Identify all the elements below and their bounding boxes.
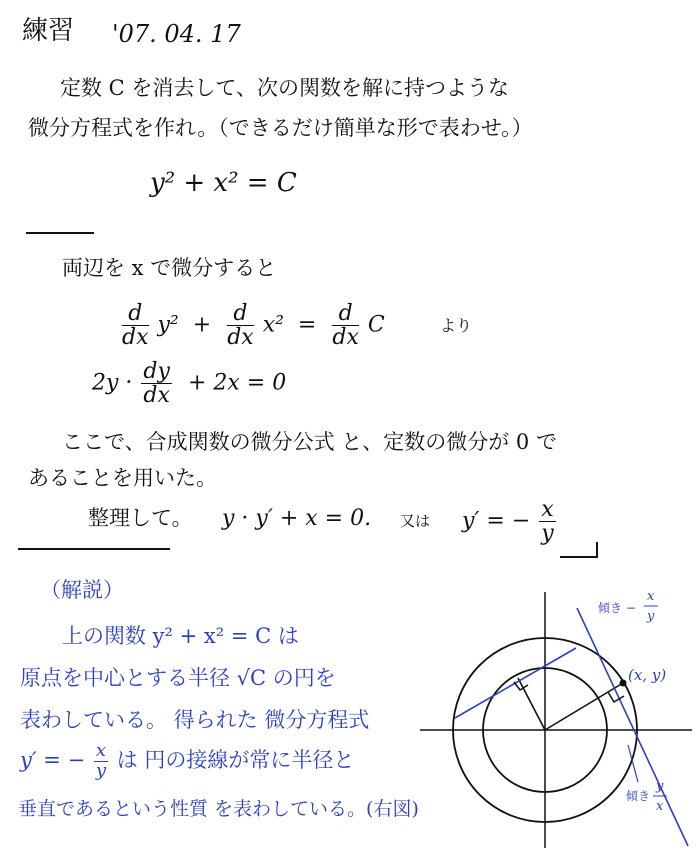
frac-d: d: [122, 302, 149, 326]
commentary-line-3: 表わしている。 得られた 微分方程式: [20, 708, 370, 732]
commentary-heading: （解説）: [40, 578, 124, 602]
slope-pointer: [628, 745, 638, 782]
slope-tangent-den: y: [647, 609, 655, 624]
frac-dx: dx: [122, 325, 149, 351]
equals-sign: =: [297, 312, 317, 338]
problem-line-2: 微分方程式を作れ。（できるだけ簡単な形で表わせ。）: [28, 116, 533, 140]
tangent-line-outer: [577, 608, 688, 846]
frac-dx-4: dx: [143, 383, 170, 409]
commentary-line-5: 垂直であるという性質 を表わしている。(右図): [18, 798, 419, 820]
result-frac-y: y: [541, 521, 554, 547]
result-or: 又は: [400, 512, 431, 530]
frac-d-2: d: [227, 302, 254, 326]
commentary-frac-x: x: [95, 740, 107, 761]
page-title: 練習: [22, 16, 75, 46]
frac-dx-2: dx: [227, 325, 254, 351]
frac-dx-3: dx: [332, 325, 359, 351]
eq2-left: 2y ·: [92, 370, 133, 396]
slope-tangent-num: x: [647, 589, 655, 604]
commentary-line-2: 原点を中心とする半径 √C の円を: [20, 666, 336, 690]
slope-radius-label: 傾き: [626, 789, 651, 803]
frac-dy: dy: [143, 359, 170, 384]
term-x2: x²: [262, 312, 284, 338]
eq2-right: + 2x = 0: [187, 370, 287, 396]
radius-to-point: [545, 683, 623, 730]
result-frac-x: x: [541, 497, 554, 522]
commentary-frac-y: y: [95, 759, 107, 781]
result-equation: y · y′ + x = 0.: [222, 506, 372, 531]
frac-d-3: d: [332, 302, 359, 326]
radius-to-inner-tangent: [518, 678, 545, 730]
note-line-2: あることを用いた。: [28, 466, 217, 490]
date: '07. 04. 17: [112, 20, 241, 48]
yori-label: より: [440, 316, 473, 335]
result-eq2-left: y′ = −: [462, 508, 531, 534]
point-label: (x, y): [628, 666, 667, 684]
commentary-eq: y′ = −: [20, 747, 86, 772]
commentary-line-4-rest: は 円の接線が常に半径と: [116, 747, 355, 772]
slope-radius-den: x: [656, 799, 664, 814]
slope-tangent-label: 傾き −: [598, 601, 636, 615]
term-c: C: [367, 312, 385, 338]
note-line-1: ここで、合成関数の微分公式 と、定数の微分が 0 で: [62, 430, 557, 454]
commentary-line-1: 上の関数 y² + x² = C は: [62, 624, 299, 648]
plus-sign: +: [192, 312, 212, 338]
tangent-point: [620, 680, 627, 687]
slope-radius-num: y: [656, 779, 664, 794]
term-y2: y²: [157, 312, 179, 338]
problem-equation: y² + x² = C: [150, 168, 297, 198]
solution-intro: 両辺を x で微分すると: [62, 256, 277, 280]
problem-line-1: 定数 C を消去して、次の関数を解に持つような: [60, 76, 509, 100]
result-label: 整理して。: [88, 506, 193, 530]
